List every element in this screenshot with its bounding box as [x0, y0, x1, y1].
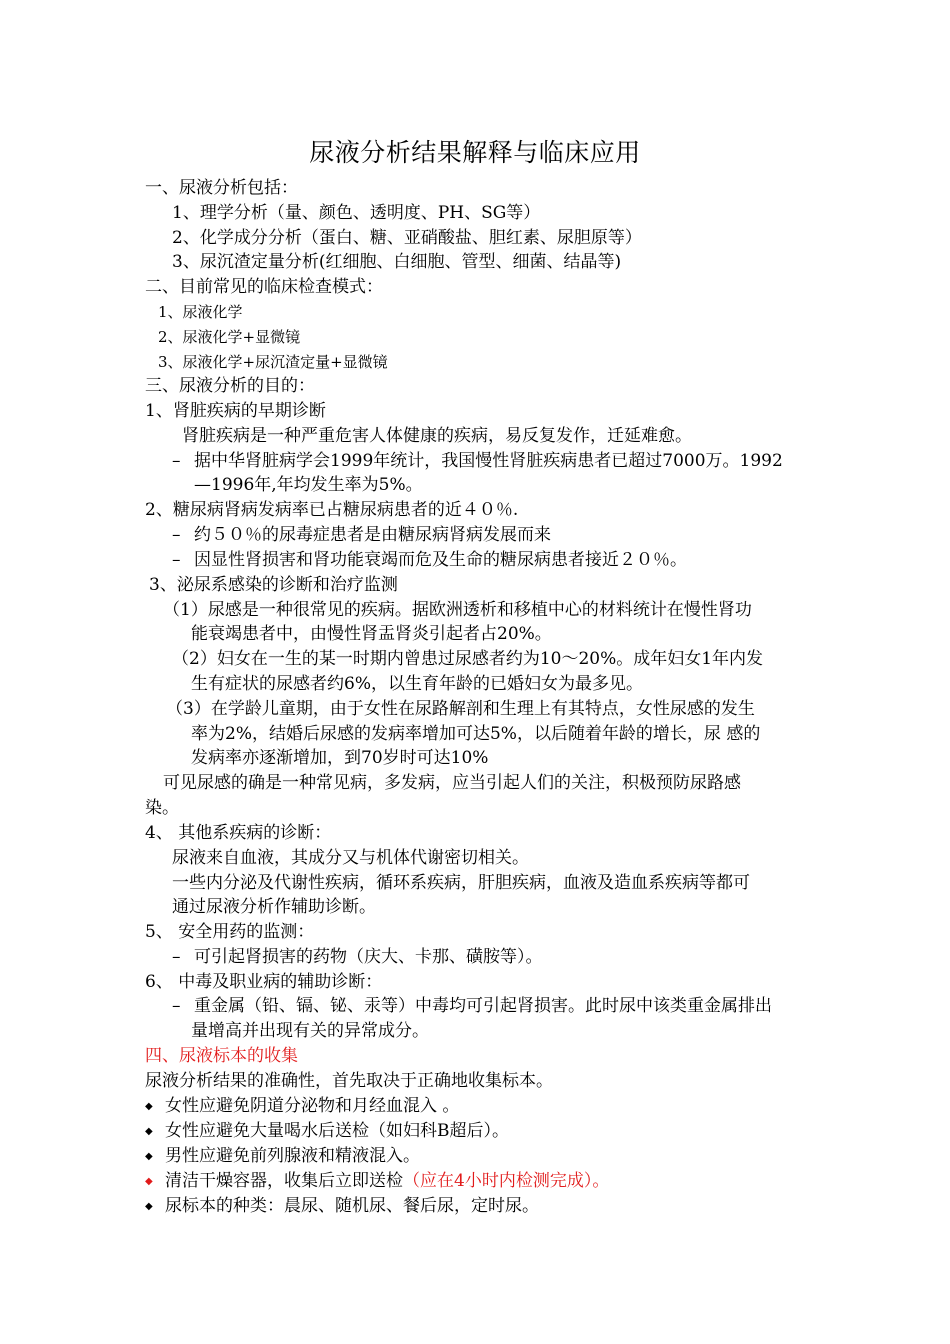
- s3-point-1-heading: 1、肾脏疾病的早期诊断: [145, 401, 326, 421]
- diamond-bullet-icon: ◆: [145, 1126, 153, 1137]
- s3-point-3-item-2-line-1: （2）妇女在一生的某一时期内曾患过尿感者约为10～20%。成年妇女1年内发: [172, 649, 764, 669]
- s3-point-6-dash-line-1: – 重金属（铅、镉、铋、汞等）中毒均可引起肾损害。此时尿中该类重金属排出: [172, 996, 772, 1016]
- document-title: 尿液分析结果解释与临床应用: [309, 138, 641, 167]
- dash-mark: –: [172, 451, 181, 471]
- s4-bullet-3: ◆ 男性应避免前列腺液和精液混入。: [145, 1146, 420, 1166]
- s3-point-2-dash-2: – 因显性肾损害和肾功能衰竭而危及生命的糖尿病患者接近２０％。: [172, 550, 687, 570]
- s3-point-5-heading: 5、 安全用药的监测：: [145, 922, 315, 942]
- s3-point-3-summary-line-2: 染。: [145, 798, 179, 818]
- s1-item-2: 2、化学成分分析（蛋白、糖、亚硝酸盐、胆红素、尿胆原等）: [172, 228, 642, 248]
- s4-bullet-4-red-note: （应在4小时内检测完成）。: [403, 1171, 610, 1191]
- s3-point-1-dash-line-1: – 据中华肾脏病学会1999年统计，我国慢性肾脏疾病患者已超过7000万。1992: [172, 451, 783, 471]
- s3-point-3-item-3-line-3: 发病率亦逐渐增加，到70岁时可达10%: [191, 748, 489, 768]
- s3-point-3-heading: 3、泌尿系感染的诊断和治疗监测: [149, 575, 398, 595]
- section-1-heading: 一、尿液分析包括：: [145, 178, 298, 198]
- s3-point-6-heading: 6、 中毒及职业病的辅助诊断：: [145, 972, 383, 992]
- s3-point-5-dash: – 可引起肾损害的药物（庆大、卡那、磺胺等）。: [172, 947, 543, 967]
- s2-item-2: 2、尿液化学+显微镜: [158, 328, 301, 346]
- s3-point-6-dash-line-2: 量增高并出现有关的异常成分。: [191, 1021, 429, 1041]
- section-2-heading: 二、目前常见的临床检查模式：: [145, 277, 383, 297]
- diamond-bullet-icon: ◆: [145, 1101, 153, 1112]
- s4-bullet-1: ◆ 女性应避免阴道分泌物和月经血混入 。: [145, 1096, 460, 1116]
- dash-mark: –: [172, 525, 181, 545]
- s3-point-3-item-1-line-1: （1）尿感是一种很常见的疾病。据欧洲透析和移植中心的材料统计在慢性肾功: [163, 600, 752, 620]
- s3-point-3-item-3-line-1: （3）在学龄儿童期，由于女性在尿路解剖和生理上有其特点，女性尿感的发生: [166, 699, 755, 719]
- s3-point-3-item-1-line-2: 能衰竭患者中，由慢性肾盂肾炎引起者占20%。: [191, 624, 552, 644]
- s1-item-1: 1、理学分析（量、颜色、透明度、PH、SG等）: [172, 203, 541, 223]
- s3-point-3-summary-line-1: 可见尿感的确是一种常见病，多发病，应当引起人们的关注，积极预防尿路感: [163, 773, 741, 793]
- dash-mark: –: [172, 550, 181, 570]
- s4-bullet-2: ◆ 女性应避免大量喝水后送检（如妇科B超后）。: [145, 1121, 509, 1141]
- s3-point-4-text-2-line-1: 一些内分泌及代谢性疾病，循环系疾病，肝胆疾病，血液及造血系疾病等都可: [172, 873, 750, 893]
- s1-item-3: 3、尿沉渣定量分析(红细胞、白细胞、管型、细菌、结晶等): [172, 252, 622, 272]
- section-4-heading: 四、尿液标本的收集: [145, 1046, 298, 1066]
- s3-point-1-text: 肾脏疾病是一种严重危害人体健康的疾病，易反复发作，迁延难愈。: [182, 426, 692, 446]
- s2-item-3: 3、尿液化学+尿沉渣定量+显微镜: [158, 353, 388, 371]
- s4-bullet-4: ◆ 清洁干燥容器，收集后立即送检（应在4小时内检测完成）。: [145, 1171, 610, 1191]
- section-3-heading: 三、尿液分析的目的：: [145, 376, 315, 396]
- s3-point-4-heading: 4、 其他系疾病的诊断：: [145, 823, 332, 843]
- s3-point-1-dash-line-2: —1996年,年均发生率为5%。: [194, 475, 423, 495]
- diamond-bullet-icon: ◆: [145, 1201, 153, 1212]
- diamond-bullet-icon: ◆: [145, 1151, 153, 1162]
- s2-item-1: 1、尿液化学: [158, 303, 243, 321]
- s3-point-3-item-2-line-2: 生有症状的尿感者约6%，以生育年龄的已婚妇女为最多见。: [191, 674, 643, 694]
- s3-point-4-text-1: 尿液来自血液，其成分又与机体代谢密切相关。: [172, 848, 529, 868]
- s4-intro: 尿液分析结果的准确性，首先取决于正确地收集标本。: [145, 1071, 553, 1091]
- diamond-bullet-icon: ◆: [145, 1176, 153, 1187]
- s3-point-4-text-2-line-2: 通过尿液分析作辅助诊断。: [172, 897, 376, 917]
- s3-point-3-item-3-line-2: 率为2%，结婚后尿感的发病率增加可达5%，以后随着年龄的增长，尿 感的: [191, 724, 761, 744]
- dash-mark: –: [172, 947, 181, 967]
- s3-point-2-dash-1: – 约５０％的尿毒症患者是由糖尿病肾病发展而来: [172, 525, 551, 545]
- s3-point-2-heading: 2、糖尿病肾病发病率已占糖尿病患者的近４０％.: [145, 500, 519, 520]
- s4-bullet-5: ◆ 尿标本的种类：晨尿、随机尿、餐后尿，定时尿。: [145, 1196, 539, 1216]
- dash-mark: –: [172, 996, 181, 1016]
